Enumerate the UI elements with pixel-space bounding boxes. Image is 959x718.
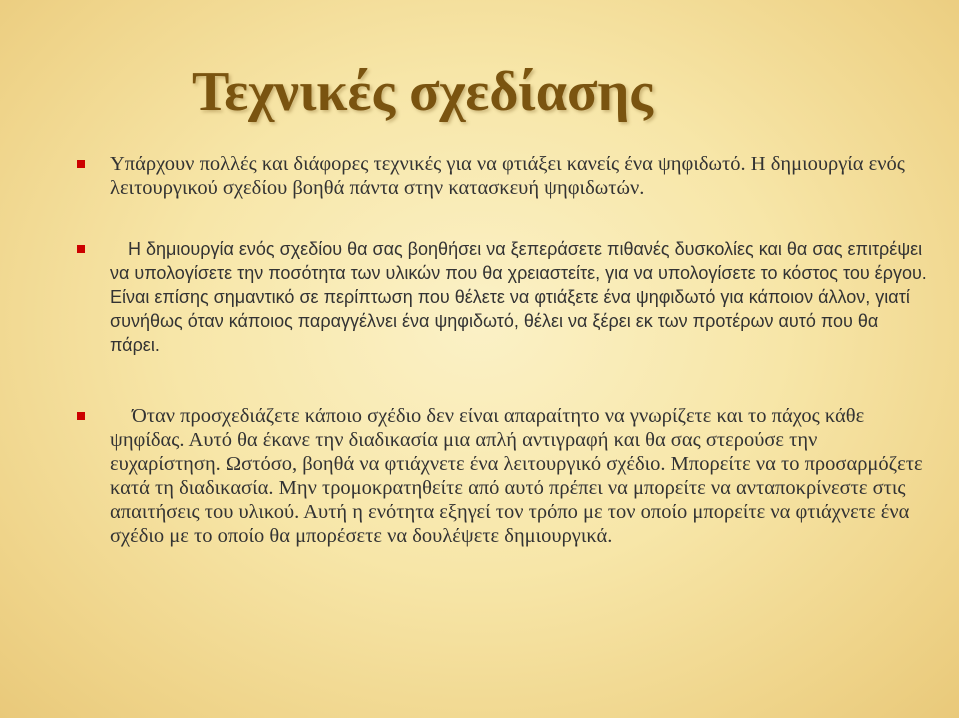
bullet-text-2: Η δημιουργία ενός σχεδίου θα σας βοηθήσει να ξεπεράσετε πιθανές δυσκολίες και θα σας επιτρέψει να υπολογίσετε την ποσότητα των υλικών που θα χρειαστείτε, για να υπολογίσετε το κόστος του έργου. Είναι επίσης σημαντικό σε περίπτωση που θέλετε να φτιάξετε ένα ψηφιδωτό για κάποιον άλλον, γιατί συνήθως όταν κάποιος παραγγέλνει ένα ψηφιδωτό, θέλει να ξέρει εκ των προτέρων αυτό που θα πάρει. [110, 239, 927, 355]
square-bullet-icon [77, 160, 85, 168]
slide-title: Τεχνικές σχεδίασης [192, 61, 653, 123]
square-bullet-icon [77, 245, 85, 253]
bullet-text-3: Όταν προσχεδιάζετε κάποιο σχέδιο δεν είναι απαραίτητο να γνωρίζετε και το πάχος κάθε ψηφίδας. Αυτό θα έκανε την διαδικασία μια απλή αντιγραφή και θα σας στερούσε την ευχαρίστηση. Ωστόσο, βοηθά να φτιάχνετε ένα λειτουργικό σχέδιο. Μπορείτε να το προσαρμόζετε κατά τη διαδικασία. Μην τρομοκρατηθείτε από αυτό πρέπει να μπορείτε να ανταποκρίνεστε στις απαιτήσεις του υλικού. Αυτή η ενότητα εξηγεί τον τρόπο με τον οποίο μπορείτε να φτιάχνετε ένα σχέδιο με το οποίο θα μπορέσετε να δουλέψετε δημιουργικά. [110, 405, 923, 547]
bullet-item-3 [110, 404, 930, 548]
bullet-item-2 [110, 237, 930, 357]
bullet-item-1 [110, 152, 930, 200]
bullet-text-1: Υπάρχουν πολλές και διάφορες τεχνικές για να φτιάξει κανείς ένα ψηφιδωτό. Η δημιουργία ενός λειτουργικού σχεδίου βοηθά πάντα στην κατασκευή ψηφιδωτών. [110, 153, 905, 199]
square-bullet-icon [77, 412, 85, 420]
